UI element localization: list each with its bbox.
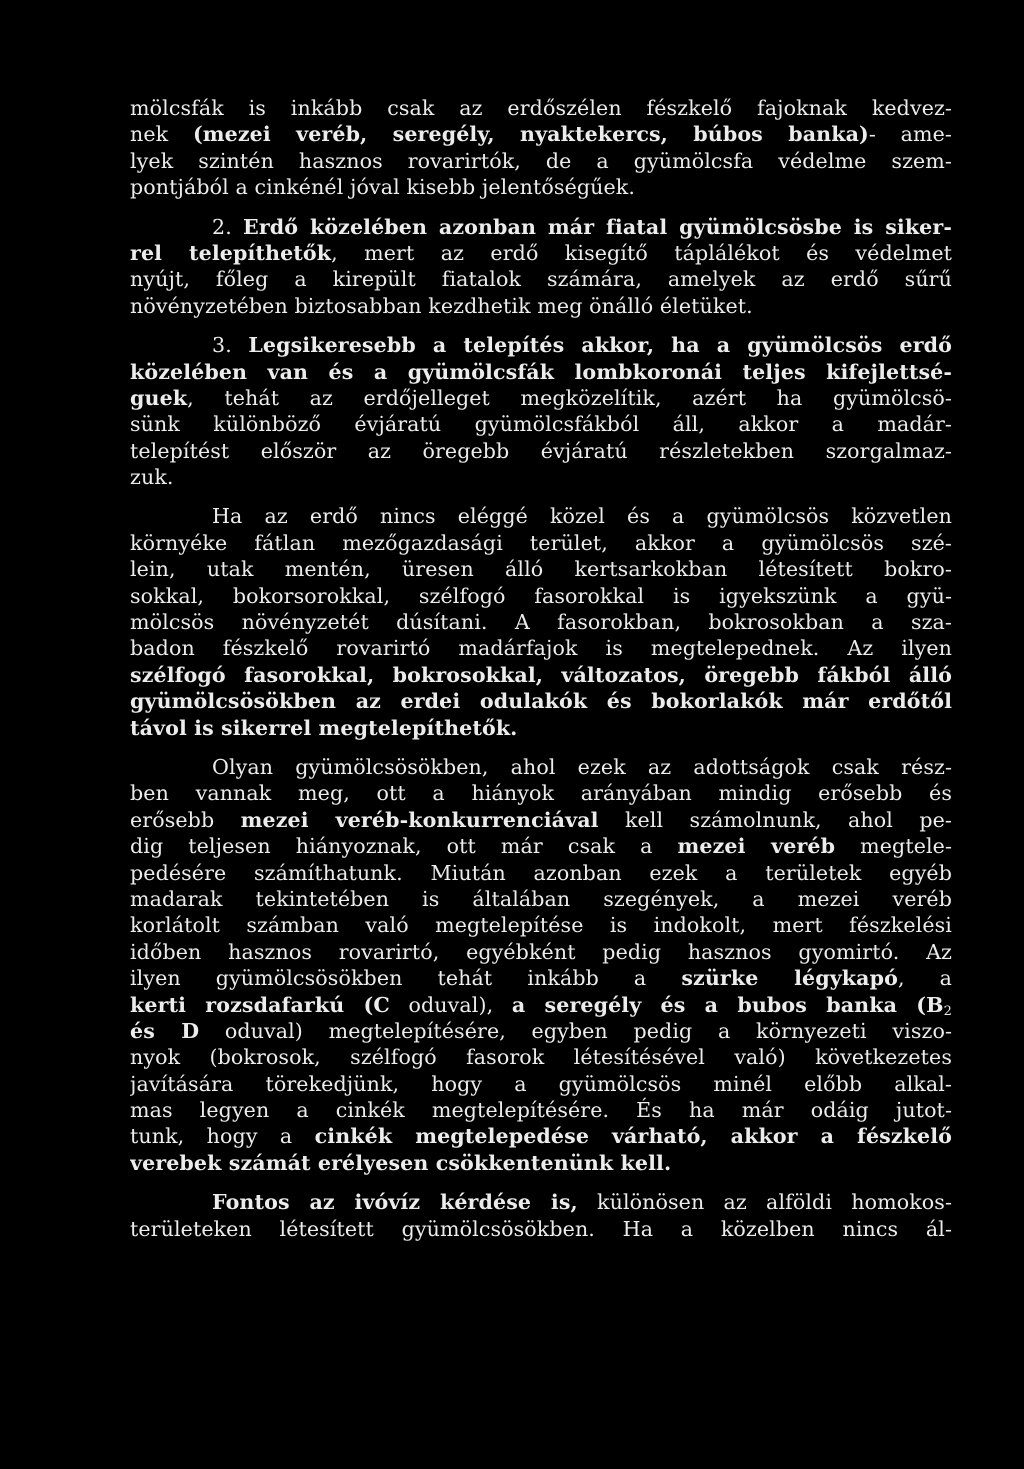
text-line: madarak tekintetében is általában szegények, a mezei veréb (130, 886, 952, 911)
text-line: sünk különböző évjáratú gyümölcsfákból áll, akkor a madár- (130, 412, 952, 437)
text-line: rel telepíthetők, mert az erdő kisegítő táplálékot és védelmet (130, 240, 952, 265)
text-line: távol is sikerrel megtelepíthetők. (130, 715, 518, 740)
text-line: telepítést először az öregebb évjáratú részletekben szorgalmaz- (130, 438, 952, 463)
text-line: javítására törekedjünk, hogy a gyümölcsös minél előbb alkal- (130, 1071, 952, 1096)
text-line: 3. Legsikeresebb a telepítés akkor, ha a gyümölcsös erdő (212, 333, 952, 358)
text-line: guek, tehát az erdőjelleget megközelítik, azért ha gyümölcsö- (130, 385, 952, 410)
text-line: környéke fátlan mezőgazdasági terület, akkor a gyümölcsös szé- (130, 530, 952, 555)
text-line: erősebb mezei veréb-konkurrenciával kell számolnunk, ahol pe- (130, 807, 952, 832)
text-line: nyok (bokrosok, szélfogó fasorok létesítésével való) következetes (130, 1045, 952, 1070)
text-line: badon fészkelő rovarirtó madárfajok is megtelepednek. Az ilyen (130, 636, 952, 661)
text-line: növényzetében biztosabban kezdhetik meg önálló életüket. (130, 293, 753, 318)
paragraph-5 (130, 754, 952, 1176)
text-line: gyümölcsösökben az erdei odulakók és bokorlakók már erdőtől (130, 689, 952, 714)
text-line: nyújt, főleg a kirepült fiatalok számára, amelyek az erdő sűrű (130, 267, 952, 292)
text-line: verebek számát erélyesen csökkentenünk kell. (130, 1150, 672, 1175)
text-line: tunk, hogy a cinkék megtelepedése várható, akkor a fészkelő (130, 1124, 952, 1149)
text-line: korlátolt számban való megtelepítése is indokolt, mert fészkelési (130, 913, 952, 938)
text-line: Ha az erdő nincs eléggé közel és a gyümölcsös közvetlen (212, 504, 952, 529)
paragraph-4 (130, 503, 952, 741)
text-line: és D oduval) megtelepítésére, egyben pedig a környezeti viszo- (130, 1018, 952, 1043)
text-line: területeken létesített gyümölcsösökben. Ha a közelben nincs ál- (130, 1216, 952, 1241)
text-line: sokkal, bokorsorokkal, szélfogó fasorokkal is igyekszünk a gyü- (130, 583, 952, 608)
text-line: pedésére számíthatunk. Miután azonban ezek a területek egyéb (130, 860, 952, 885)
text-line: mölcsös növényzetét dúsítani. A fasorokban, bokrosokban a sza- (130, 610, 952, 635)
paragraph-3 (130, 332, 952, 490)
text-line: ben vannak meg, ott a hiányok arányában mindig erősebb és (130, 781, 952, 806)
paragraph-6 (130, 1189, 952, 1242)
body-text (130, 95, 952, 1242)
text-line: Fontos az ivóvíz kérdése is, különösen az alföldi homokos- (212, 1190, 952, 1215)
paragraph-2 (130, 214, 952, 320)
text-line: nek (mezei veréb, seregély, nyaktekercs, búbos banka)- ame- (130, 122, 952, 147)
text-line: mölcsfák is inkább csak az erdőszélen fészkelő fajoknak kedvez- (130, 96, 952, 120)
text-line: kerti rozsdafarkú (C oduval), a seregély és a bubos banka ($B_2$ (130, 992, 952, 1018)
text-line: 2. Erdő közelében azonban már fiatal gyümölcsösbe is siker- (212, 214, 952, 239)
text-line: dig teljesen hiányoznak, ott már csak a mezei veréb megtele- (130, 834, 952, 859)
text-line: lyek szintén hasznos rovarirtók, de a gyümölcsfa védelme szem- (130, 148, 952, 173)
text-line: mas legyen a cinkék megtelepítésére. És ha már odáig jutot- (130, 1098, 952, 1123)
text-line: Olyan gyümölcsösökben, ahol ezek az adottságok csak rész- (212, 754, 952, 779)
text-line: közelében van és a gyümölcsfák lombkoronái teljes kifejlettsé- (130, 359, 952, 384)
text-line: pontjából a cinkénél jóval kisebb jelentőségűek. (130, 175, 636, 200)
paragraph-1 (130, 95, 952, 201)
text-line: lein, utak mentén, üresen álló kertsarkokban létesített bokro- (130, 557, 952, 582)
text-line: időben hasznos rovarirtó, egyébként pedig hasznos gyomirtó. Az (130, 939, 952, 964)
text-line: ilyen gyümölcsösökben tehát inkább a szürke légykapó, a (130, 966, 952, 991)
text-line: zuk. (130, 465, 174, 490)
text-line: szélfogó fasorokkal, bokrosokkal, változatos, öregebb fákból álló (130, 662, 952, 687)
